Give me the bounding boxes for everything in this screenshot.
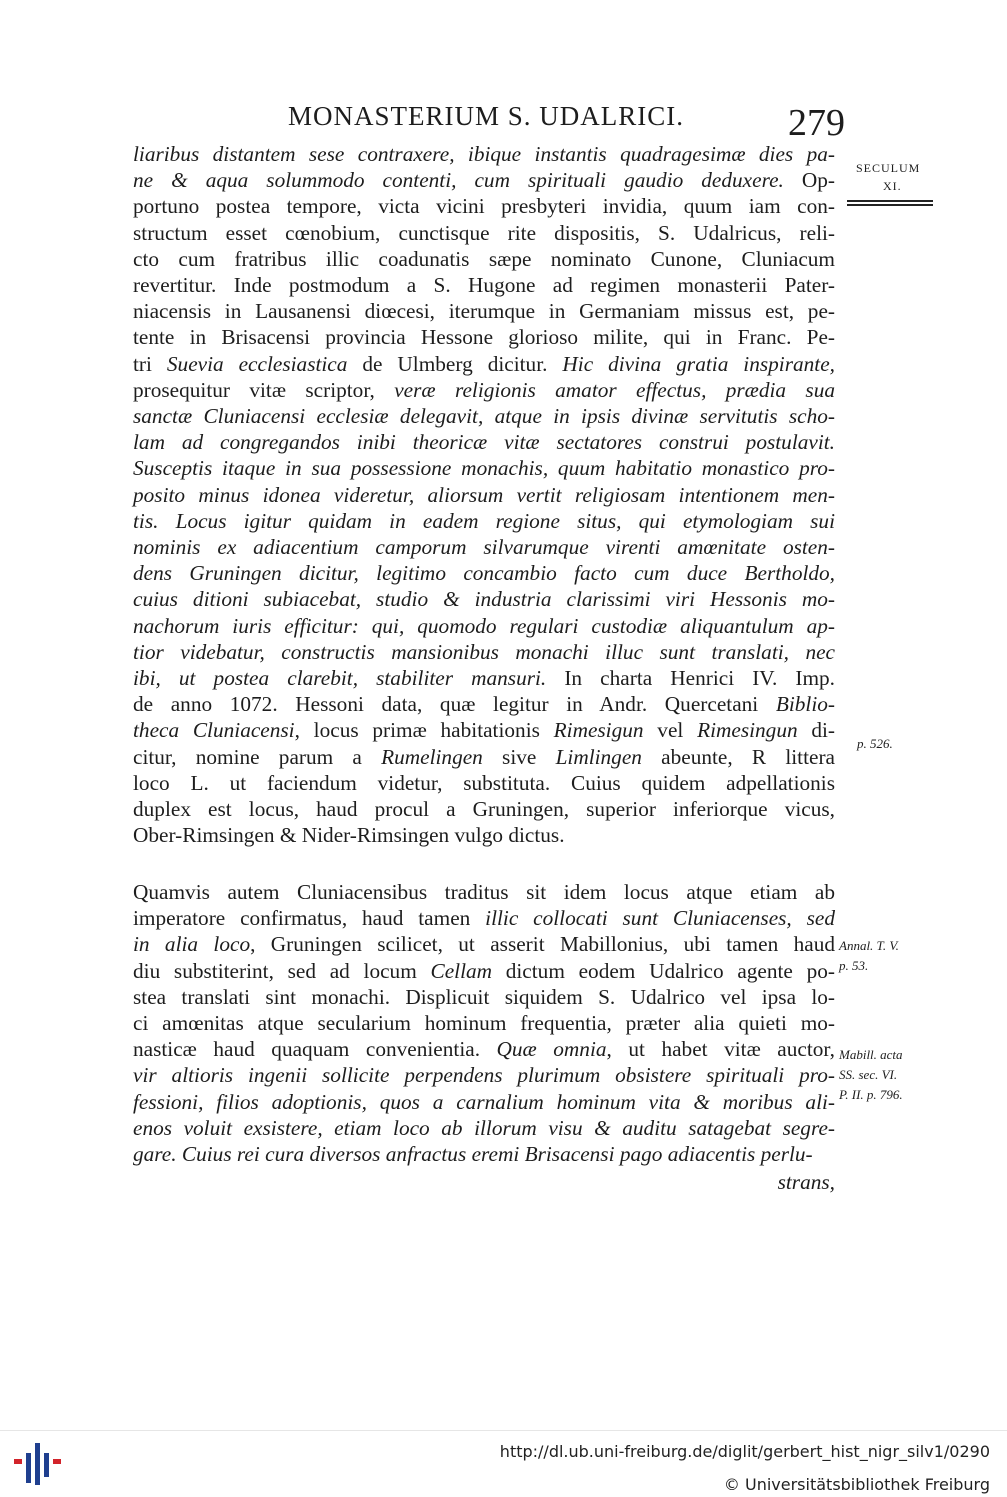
text-run: structum esset cœnobium, cunctisque rite dispositis, S. Udalricus, reli- [133,220,835,245]
text-run: , ut habet vitæ auctor, [606,1037,835,1062]
text-run: niacensis in Lausanensi diœcesi, iterumque in Germaniam missus est, pe- [133,299,835,324]
text-run: ne & aqua solummodo contenti, cum spirituali gaudio deduxere. [133,168,784,193]
text-line [133,692,835,718]
text-line [133,797,835,823]
margin-ref-annal-page: p. 53. [839,958,869,973]
text-run: diu substiterint, sed ad locum [133,958,431,983]
text-run: Quamvis autem Cluniacensibus traditus sit idem locus atque etiam ab [133,880,835,904]
text-run: Quæ omnia [496,1037,607,1062]
text-line [133,932,835,958]
text-line [133,880,835,906]
text-run: Hic divina gratia inspirante, [562,351,835,376]
text-run: Rumelingen [381,744,483,769]
text-line [133,168,835,194]
text-run: Biblio- [775,692,835,717]
text-line [133,325,835,351]
margin-ref-annal: Annal. T. V. [839,938,899,953]
library-logo-icon [8,1439,68,1491]
text-run: liaribus distantem sese contraxere, ibique instantis quadragesimæ dies pa- [133,142,835,166]
text-line [133,640,835,666]
copyright-notice: © Universitätsbibliothek Freiburg [723,1475,990,1494]
text-run: citur, nomine parum a [133,744,382,769]
text-run: in alia loco [133,932,251,957]
text-run: portuno postea tempore, victa vicini presbyteri invidia, quum iam con- [133,194,835,219]
scanned-page: MONASTERIUM S. UDALRICI. 279 liaribus distantem sese contraxere, ibique instantis quadragesimæ dies pa- ne & aqua solummodo contenti, cum spirituali gaudio deduxere. Op- portuno postea tempore, victa vicini presbyteri invidia, quum iam con- structum esset cœnobium, cunctisque rite dispositis, S. Udalricus, reli- cto cum fratribus illic coadunatis sæpe nominato Cunone, Cluniacum revertitur. Inde postmodum a S. Hugone ad regimen monasterii Pater- niacensis in Lausanensi diœcesi, iterumque in Germaniam missus est, pe- tente in Brisacensi provincia Hessone glorioso milite, qui in Franc. Pe- tri Suevia ecclesiastica de Ulmberg dicitur. Hic divina gratia inspirante, prosequitur vitæ scriptor, veræ religionis amator effectus, prædia sua sanctæ Cluniacensi ecclesiæ delegavit, atque in ipsis divinæ servitutis scho- lam ad congregandos inibi theoricæ vitæ sectatores construi postulavit. Susceptis itaque in sua possessione monachis, quum habitatio monastico pro- posito minus idonea videretur, aliorsum vertit religiosam intentionem men- tis. Locus igitur quidam in eadem regione situs, qui etymologiam sui nominis ex adiacentium camporum silvarumque virenti amœnitate osten- dens Gruningen dicitur, legitimo concambio facto cum duce Bertholdo, cuius ditioni subiacebat, studio & industria clarissimi viri Hessonis mo- nachorum iuris efficitur: qui, quomodo regulari custodiæ aliquantulum ap- tior videbatur, constructis mansionibus monachi illuc sunt translati, nec ibi, ut postea clarebit, stabiliter mansuri. In charta Henrici IV. Imp. de anno 1072. Hessoni data, quæ legitur in Andr. Quercetani Biblio- theca Cluniacensi, locus primæ habitationis Rimesigun vel Rimesingun di- citur, nomine parum a Rumelingen sive Limlingen abeunte, R littera loco L. ut faciendum videtur, substituta. Cuius quidem adpellationis duplex est locus, haud procul a Gruningen, superior inferiorque vicus, Ober-Rimsingen & Nider-Rimsingen vulgo dictus. Quamvis autem Cluniacensibus traditus sit idem locus atque etiam ab imperatore confirmatus, haud tamen illic collocati sunt Cluniacenses, sed in alia loco, Gruningen scilicet, ut asserit Mabillonius, ubi tamen haud diu substiterint, sed ad locum Cellam dictum eodem Udalrico agente po- stea translati sint monachi. Displicuit siquidem S. Udalrico vel ipsa lo- ci amœnitas atque secularium hominum frequentia, præter alia quieti mo- nasticæ haud quaquam convenientia. Quæ omnia, ut habet vitæ auctor, vir altioris ingenii sollicite perpendens plurimum obsistere spirituali pro- fessioni, filios adoptionis, quos a carnalium hominum vita & moribus ali- enos voluit exsistere, etiam loco ab illorum visu & auditu satagebat segre- gare. Cuius rei cura diversos anfractus eremi Brisacensi pago adiacentis perlu- SECULUM XI. p. 526. Annal. T. V. p. 53. Mabill. acta SS. sec. VI. P. II. p. 796. strans, [0,0,1007,1430]
running-title: MONASTERIUM S. UDALRICI. [288,101,685,131]
page-number: 279 [788,102,845,144]
text-line [133,1142,835,1168]
text-run: dictum eodem Udalrico agente po- [492,958,835,983]
text-run: Suevia ecclesiastica [166,351,348,376]
viewer-footer [0,1430,1007,1497]
text-run: gare. Cuius rei cura diversos anfractus eremi Brisacensi pago adiacentis perlu- [133,1142,813,1166]
text-run: prosequitur vitæ scriptor, [133,377,395,402]
text-run: Cellam [430,958,493,983]
text-run: posito minus idonea videretur, aliorsum vertit religiosam intentionem men- [133,482,835,507]
text-run: tis. Locus igitur quidam in eadem regione situs, qui etymologiam sui [133,508,835,533]
text-run: Limlingen [555,744,642,769]
margin-ref-mabill-page: P. II. p. 796. [839,1087,903,1102]
text-line [133,906,835,932]
text-line [133,273,835,299]
text-line [133,430,835,456]
text-line [133,1116,835,1142]
text-run: enos voluit exsistere, etiam loco ab illorum visu & auditu satagebat segre- [133,1115,835,1140]
text-line [133,535,835,561]
text-run: de Ulmberg dicitur. [347,351,563,376]
text-run: Op- [783,168,835,193]
margin-seculum: SECULUM [856,161,921,175]
text-run: tente in Brisacensi provincia Hessone glorioso milite, qui in Franc. Pe- [133,325,835,350]
text-line [133,142,835,168]
text-run: stea translati sint monachi. Displicuit siquidem S. Udalrico vel ipsa lo- [133,984,835,1009]
text-run: ibi, ut postea clarebit, stabiliter mansuri. [133,666,547,690]
text-run: cuius ditioni subiacebat, studio & industria clarissimi viri Hessonis mo- [133,587,835,612]
text-run: nominis ex adiacentium camporum silvarumque virenti amœnitate osten- [133,535,835,559]
text-line [133,378,835,404]
text-line [133,1011,835,1037]
text-run: tior videbatur, constructis mansionibus monachi illuc sunt translati, nec [133,639,835,664]
text-run: de anno 1072. Hessoni data, quæ legitur in Andr. Quercetani [133,692,776,717]
text-run: illic collocati sunt Cluniacenses, sed [485,906,836,931]
text-line [133,194,835,220]
text-run: nasticæ haud quaquam convenientia. [133,1037,497,1062]
text-line [133,771,835,797]
text-line [133,614,835,640]
text-line [133,666,835,692]
text-run: theca Cluniacensi [133,718,295,743]
text-line [133,221,835,247]
text-run: loco L. ut faciendum videtur, substituta. Cuius quidem adpellationis [133,770,835,795]
text-run: In charta Henrici IV. Imp. [546,666,835,690]
text-run: sive [482,744,556,769]
permalink-url[interactable]: http://dl.ub.uni-freiburg.de/diglit/gerbert_hist_nigr_silv1/0290 [499,1442,990,1461]
text-line [133,299,835,325]
text-line [133,509,835,535]
text-run: vir altioris ingenii sollicite perpendens plurimum obsistere spirituali pro- [133,1063,835,1088]
text-line [133,718,835,744]
margin-ref-mabill-sec: SS. sec. VI. [839,1067,898,1082]
text-run: vel [643,718,698,743]
text-line [133,959,835,985]
text-run: Ober-Rimsingen & Nider-Rimsingen vulgo dictus. [133,823,565,848]
text-line [133,1063,835,1089]
text-run: tri [133,351,167,376]
text-line [133,404,835,430]
text-run: Rimesingun [697,718,798,743]
text-line [133,247,835,273]
text-run: veræ religionis amator effectus, prædia sua [394,377,836,402]
margin-ref-mabill: Mabill. acta [839,1047,903,1062]
text-line [133,745,835,771]
text-run: Susceptis itaque in sua possessione monachis, quum habitatio monastico pro- [133,456,835,481]
text-run: cto cum fratribus illic coadunatis sæpe nominato Cunone, Cluniacum [133,246,835,271]
margin-ref-p526: p. 526. [857,736,893,751]
text-line [133,1090,835,1116]
text-run: ci amœnitas atque secularium hominum frequentia, præter alia quieti mo- [133,1011,835,1035]
text-line [133,1037,835,1063]
text-run: , locus primæ habitationis [294,718,554,743]
text-line [133,985,835,1011]
text-run: revertitur. Inde postmodum a S. Hugone ad regimen monasterii Pater- [133,273,835,297]
text-run: dens Gruningen dicitur, legitimo concambio facto cum duce Bertholdo, [133,561,835,586]
text-run: , Gruningen scilicet, ut asserit Mabillonius, ubi tamen haud [250,932,835,957]
text-run: duplex est locus, haud procul a Gruningen, superior inferiorque vicus, [133,797,835,821]
text-line [133,561,835,587]
text-line [133,456,835,482]
text-run: sanctæ Cluniacensi ecclesiæ delegavit, atque in ipsis divinæ servitutis scho- [133,404,835,428]
text-line [133,352,835,378]
text-run: di- [797,718,836,743]
margin-rule [847,200,933,206]
text-run: fessioni, filios adoptionis, quos a carnalium hominum vita & moribus ali- [133,1089,835,1114]
text-line [133,823,835,849]
text-run: abeunte, R littera [641,744,835,769]
text-line [133,483,835,509]
text-line [133,587,835,613]
margin-seculum-number: XI. [883,179,902,193]
text-run: Rimesigun [553,718,644,743]
text-run: lam ad congregandos inibi theoricæ vitæ sectatores construi postulavit. [133,430,835,455]
text-run: imperatore confirmatus, haud tamen [133,906,486,931]
text-run: nachorum iuris efficitur: qui, quomodo regulari custodiæ aliquantulum ap- [133,613,835,638]
